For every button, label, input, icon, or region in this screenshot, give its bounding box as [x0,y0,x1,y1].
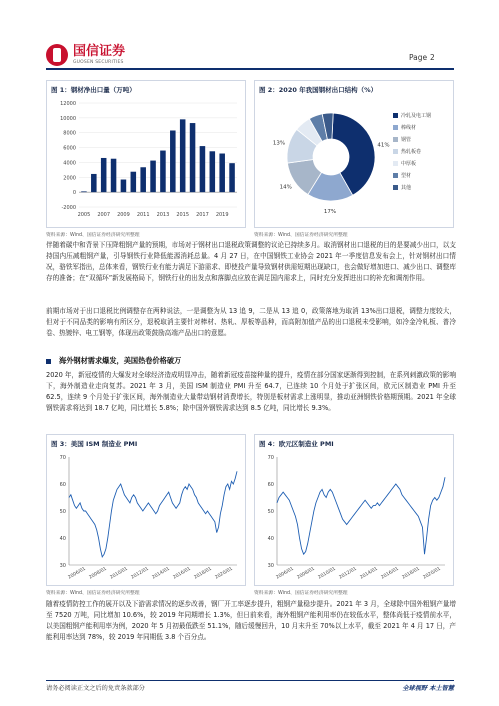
y-tick-label: 4000 [63,160,76,167]
header-rule [46,68,454,70]
bar-2008 [111,159,117,192]
paragraph-1: 伴随着碳中和背景下压降粗钢产量的预期，市场对于钢材出口退税政策调整的议论已持续多月。取消钢材出口退税的目的是要减少出口，以支持国内压减粗钢产量，引导钢铁行业降低能源消耗总量。4 月 27 日，在中国钢铁工业协会 2021 年一季度信息发布会上，针对钢材出口情况，骆铁军指出，总体来看，钢铁行业有能力满足下游需求、即使投产量导致钢材供需短期出现缺口，也会做好增加进口、减少出口、调整库存的准备；在“双循环”新发展格局下，钢铁行业的出发点和落脚点应放在满足国内需求上，同时充分发挥进出口的补充和调剂作用。 [46,241,456,282]
x-tick-label: 2008/01 [88,566,108,581]
pmi-series-line [69,471,237,557]
x-tick-label: 2016/01 [172,566,192,581]
legend-swatch [393,185,398,190]
x-tick-label: 2018/01 [193,566,213,581]
figure-2-source: 资料来源：Wind、国信证券经济研究所整理 [254,233,348,238]
bar-2013 [160,151,166,193]
section-bullet-icon [46,359,51,364]
figure-1-source: 资料来源：Wind、国信证券经济研究所整理 [46,233,140,238]
bar-2020 [229,163,235,192]
x-tick-label: 2010/01 [317,566,337,581]
pmi-series-line [277,477,445,554]
pie-data-label: 13% [272,140,286,147]
legend-swatch [393,125,398,130]
guosen-logo-icon [46,44,68,66]
pie-data-label: 41% [377,142,390,149]
bar-2018 [210,151,216,192]
logo-cn-text: 国信证券 [73,44,126,59]
x-tick-label: 2020/01 [422,566,442,581]
x-tick-label: 2012/01 [338,566,358,581]
bar-2012 [150,161,156,193]
x-tick-label: 2015 [176,212,190,218]
x-tick-label: 2007 [97,212,111,218]
section-title-text: 海外钢材需求爆发，美国热卷价格破万 [59,356,182,365]
figure-4-title: 图 4：欧元区制造业 PMI [259,440,334,448]
x-tick-label: 2017 [196,212,209,218]
bar-2014 [170,130,176,192]
legend-label: 其他 [401,185,412,191]
page-number: 2 [430,53,435,62]
y-tick-label: 60 [59,482,66,488]
y-tick-label: 6000 [63,145,76,152]
x-tick-label: 2009 [117,212,130,218]
y-tick-label: 0 [72,190,76,197]
y-tick-label: -2000 [61,205,76,211]
x-tick-label: 2018/01 [401,566,421,581]
footer-disclaimer: 请务必阅读正文之后的免责条款部分 [46,685,145,692]
legend-label: 冷轧及电工钢 [401,113,432,119]
y-tick-label: 70 [59,455,66,461]
legend-swatch [393,149,398,154]
footer-slogan: 全球视野 本土智慧 [402,685,454,692]
logo-en-text: GUOSEN SECURITIES [73,60,124,65]
legend-swatch [393,173,398,178]
y-tick-label: 30 [59,563,66,569]
figure-3-source: 资料来源：Wind、国信证券经济研究所整理 [46,591,140,596]
figure-3-box [46,434,246,586]
x-tick-label: 2019 [215,212,229,218]
legend-label: 热轧板卷 [401,149,422,155]
page-label: Page [409,53,428,62]
y-tick-label: 10000 [60,115,76,122]
x-tick-label: 2014/01 [359,566,379,581]
x-tick-label: 2008/01 [296,566,316,581]
x-tick-label: 2012/01 [130,566,150,581]
figure-4-line-chart [255,449,453,585]
bar-2017 [200,146,206,192]
bar-2019 [219,154,225,193]
figure-2-pie-chart [255,95,453,225]
footer-rule [46,680,454,681]
paragraph-3: 2020 年，新冠疫情的大爆发对全球经济造成明显冲击，随着新冠疫苗接种量的提升，疫情在部分国家逐渐得到控制，在系列刺激政策的影响下，海外制造业走向复苏。2021 年 3 月，美国 ISM 制造业 PMI 升至 64.7，已连续 10 个月处于扩张区间，欧元区制造业 PMI 升至 62.5，连续 9 个月处于扩张区间，海外制造业大量带动钢材消费增长，特别是板材需求上涨明显，推动亚洲钢铁价格期预期。2021 年全球钢铁需求将达到 18.7 亿吨，同比增长 5.8%；除中国外钢铁需求达到 8.5 亿吨，同比增长 9.3%。 [46,371,456,412]
pie-data-label: 17% [323,208,337,215]
page-header [0,0,499,70]
figure-4-box [254,434,454,586]
x-tick-label: 2011 [136,212,150,218]
y-tick-label: 30 [267,563,274,569]
figure-2-title: 图 2：2020 年我国钢材出口结构（%） [259,86,378,94]
paragraph-4: 随着疫情防控工作的展开以及下游需求情况的逐步改善，钢厂开工率逐步提升，粗钢产量稳步提升。2021 年 3 月，全球除中国外粗钢产量增至 7520 万吨，同比增加 10.6%，较 2019 年同期增长 1.3%，但日前来看，海外粗钢产能利用率仍在较低水平，整体尚低于疫情前水平，以美国粗钢产能利用率为例，2020 年 5 月初最低跌至 51.1%，随后缓慢回升，10 月末升至 70%以上水平，截至 2021 年 4 月 17 日，产能利用率达到 78%，较 2019 年同期低 3.8 个百分点。 [46,600,456,641]
legend-label: 钢管 [401,137,412,143]
guosen-logo [46,44,125,66]
x-tick-label: 2020/01 [214,566,234,581]
x-tick-label: 2005 [77,212,91,218]
bar-2016 [190,123,196,192]
section-title [46,356,181,366]
figure-4-source: 资料来源：Wind、国信证券经济研究所整理 [254,591,348,596]
x-tick-label: 2010/01 [109,566,129,581]
bar-2007 [101,158,107,192]
bar-2011 [140,167,146,192]
y-tick-label: 12000 [60,101,76,107]
legend-label: 型材 [401,173,412,179]
bar-2015 [180,119,186,192]
bar-2009 [121,180,127,193]
legend-label: 中厚板 [401,161,417,167]
bar-2006 [91,174,97,192]
x-tick-label: 2006/01 [275,566,295,581]
y-tick-label: 70 [267,455,274,461]
figure-3-line-chart [47,449,245,585]
figure-2-box [254,80,454,228]
legend-swatch [393,161,398,166]
y-tick-label: 40 [267,536,274,542]
y-tick-label: 8000 [63,130,76,137]
y-tick-label: 60 [267,482,274,488]
x-tick-label: 2016/01 [380,566,400,581]
figure-1-bar-chart [47,95,245,225]
paragraph-2: 前期市场对于出口退税比例调整存在两种说法，一是调整为从 13 追 9，二是从 13 追 0，政策落地为取消 13%出口退税，调整力度较大，但对于不同品类的影响有所区分，退税取消主要针对棒材、热轧、厚板等品种，而高附加值产品的出口退税未受影响，如冷金冷轧板、普冷卷、热镀锌、电工钢等，体现出政策鼓励高端产品出口的意愿。 [46,307,456,337]
figure-3-title: 图 3：美国 ISM 制造业 PMI [51,440,138,448]
figure-1-box [46,80,246,228]
x-tick-label: 2014/01 [151,566,171,581]
y-tick-label: 50 [267,509,274,515]
legend-label: 棒线材 [401,125,417,131]
bar-2010 [131,172,137,192]
x-tick-label: 2006/01 [67,566,87,581]
y-tick-label: 50 [59,509,66,515]
x-tick-label: 2013 [156,212,170,218]
legend-swatch [393,113,398,118]
bar-2005 [81,191,87,192]
figure-1-title: 图 1：钢材净出口量（万吨） [51,86,136,94]
y-tick-label: 40 [59,536,66,542]
pie-data-label: 14% [279,184,292,191]
legend-swatch [393,137,398,142]
y-tick-label: 2000 [63,175,76,182]
